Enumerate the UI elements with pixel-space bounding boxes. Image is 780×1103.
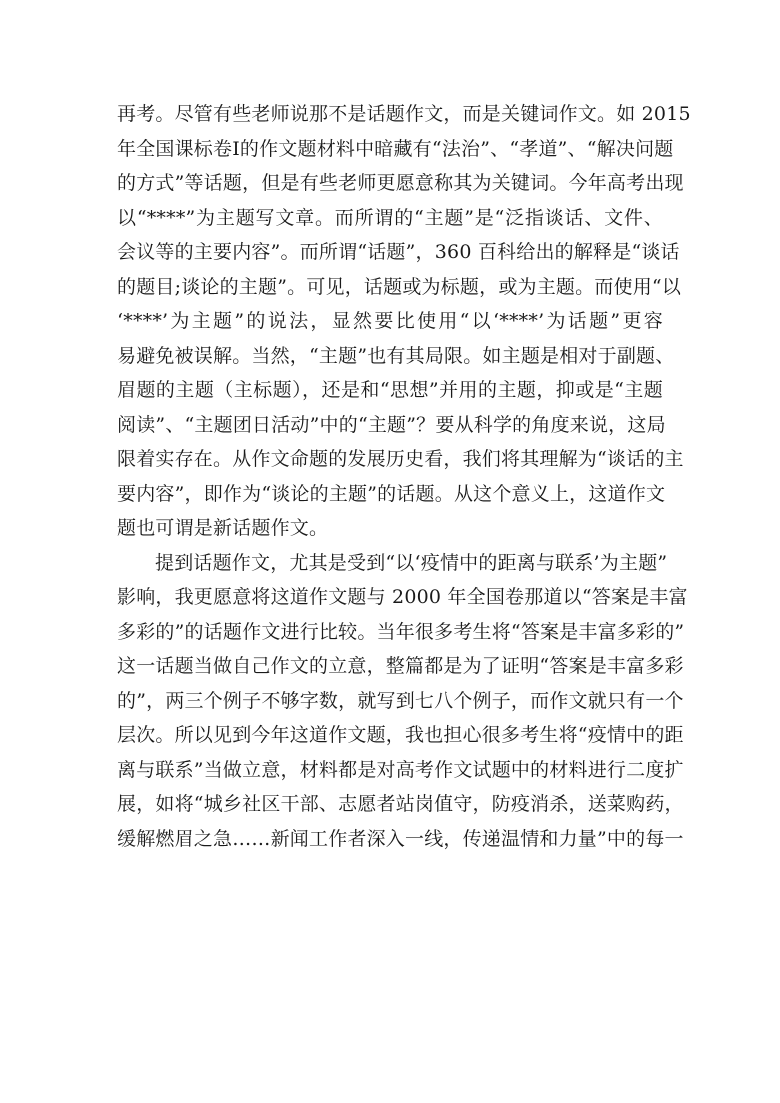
paragraph-line: 提到话题作文，尤其是受到“以‘疫情中的距离与联系’为主题”	[155, 551, 668, 574]
paragraph-line: 的题目;谈论的主题”。可见，话题或为标题，或为主题。而使用“以	[117, 275, 682, 298]
paragraph-line: 再考。尽管有些老师说那不是话题作文，而是关键词作文。如 2015	[117, 103, 691, 125]
paragraph-line: 的方式”等话题，但是有些老师更愿意称其为关键词。今年高考出现	[117, 172, 684, 194]
paragraph-line: 展，如将“城乡社区干部、志愿者站岗值守，防疫消杀，送菜购药，	[117, 793, 684, 815]
paragraph-line: 年全国课标卷Ⅰ的作文题材料中暗藏有“法治”、“孝道”、“解决问题	[117, 137, 674, 160]
paragraph-line: 阅读”、“主题团日活动”中的“主题”？要从科学的角度来说，这局	[117, 413, 666, 436]
paragraph-line: 的”，两三个例子不够字数，就写到七八个例子，而作文就只有一个	[117, 689, 684, 712]
paragraph-line: 会议等的主要内容”。而所谓“话题”，360 百科给出的解释是“谈话	[117, 241, 680, 263]
paragraph-line: 缓解燃眉之急……新闻工作者深入一线，传递温情和力量”中的每一	[117, 827, 684, 850]
paragraph-line: 易避免被误解。当然，“主题”也有其局限。如主题是相对于副题、	[117, 344, 675, 367]
document-body	[117, 97, 691, 856]
paragraph-line: 这一话题当做自己作文的立意，整篇都是为了证明“答案是丰富多彩	[117, 655, 684, 677]
paragraph-line: 影响，我更愿意将这道作文题与 2000 年全国卷那道以“答案是丰富	[117, 586, 688, 608]
paragraph-1	[117, 97, 691, 546]
paragraph-line: 眉题的主题（主标题），还是和“思想”并用的主题，抑或是“主题	[117, 379, 663, 401]
paragraph-line: 多彩的”的话题作文进行比较。当年很多考生将“答案是丰富多彩的”	[117, 620, 685, 643]
paragraph-line: 限着实存在。从作文命题的发展历史看，我们将其理解为“谈话的主	[117, 448, 684, 470]
paragraph-line: 离与联系”当做立意，材料都是对高考作文试题中的材料进行二度扩	[117, 758, 684, 781]
paragraph-line: 以“****”为主题写文章。而所谓的“主题”是“泛指谈话、文件、	[117, 206, 663, 229]
paragraph-line: 层次。所以见到今年这道作文题，我也担心很多考生将“疫情中的距	[117, 724, 684, 746]
paragraph-line: ‘****’为主题”的说法，显然要比使用“以‘****’为话题”更容	[117, 310, 663, 332]
paragraph-line: 要内容”，即作为“谈论的主题”的话题。从这个意义上，这道作文	[117, 482, 666, 505]
paragraph-line: 题也可谓是新话题作文。	[117, 517, 329, 539]
paragraph-2	[117, 546, 688, 857]
